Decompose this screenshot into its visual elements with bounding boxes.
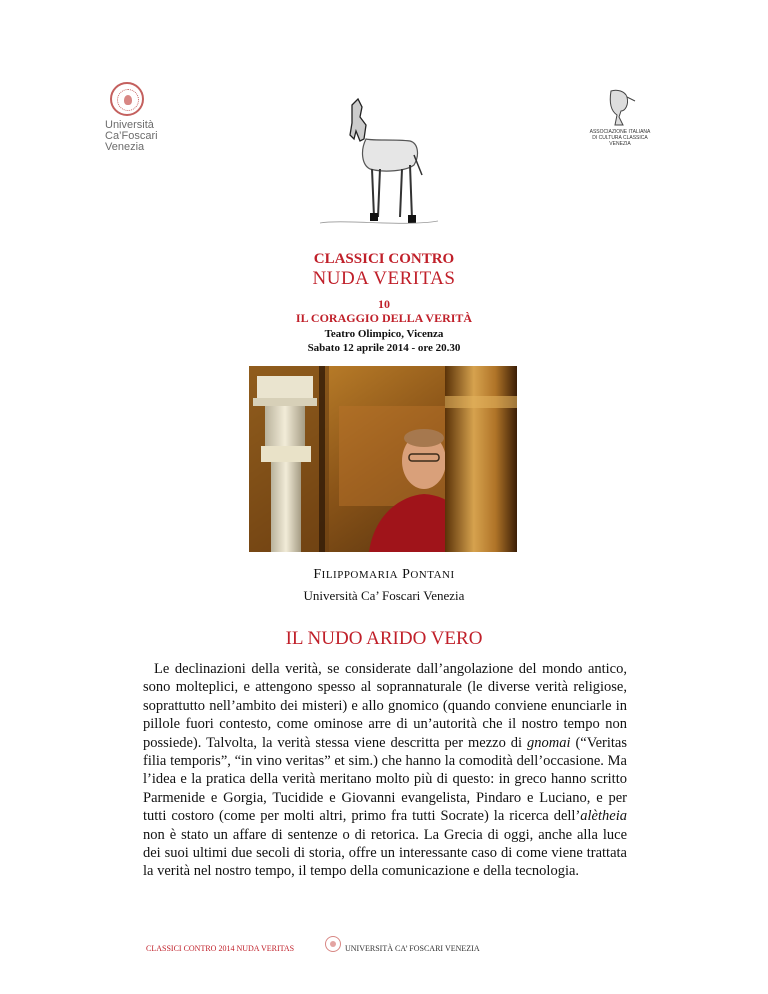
mask-figure-icon [603, 87, 637, 127]
event-number: 10 [378, 297, 390, 311]
speaker-affiliation: Università Ca’ Foscari Venezia [303, 588, 465, 603]
article-body: Le declinazioni della verità, se considerate dall’angolazione del mondo antico, sono molteplici, e attengono spesso al soprannaturale (le diverse verità religiose, soprattutto nell’ambito dei misteri) e allo gnomico (quando conviene enunciarle in pillole fuori contesto, come ominose arre di un’autorità che il nostro tempo non possiede). Talvolta, la verità stessa viene descritta per mezzo di gnomai (“Veritas filia temporis”, “in vino veritas” et sim.) che hanno la comodità dell’occasione. Ma l’idea e la pratica della verità meritano molto più di questo: in greco hanno scritto Parmenide e Gorgia, Tucidide e Giovanni evangelista, Pindaro e Luciano, e per tutti costoro (come per molti altri, primo fra tutti Socrate) la ricerca dell’alètheia non è stato un affare di sentenze o di retorica. La Grecia di oggi, anche alla luce dei suoi ultimi due secoli di storia, offre un interessante caso di come viene trattata la verità nel nostro tempo, il tempo della comunicazione e della tecnologia. [143, 661, 627, 880]
speaker-name: FILIPPOMARIA PONTANI [313, 567, 455, 582]
university-seal-icon [110, 82, 144, 116]
university-logo [105, 82, 195, 162]
series-title: CLASSICI CONTRO [313, 251, 455, 267]
association-name: ASSOCIAZIONE ITALIANA DI CULTURA CLASSICA VENEZIA [589, 129, 651, 147]
university-name: Università Ca’Foscari Venezia [105, 119, 158, 153]
event-venue: Teatro Olimpico, Vicenza [324, 328, 444, 340]
page-footer [146, 936, 626, 956]
horse-illustration [314, 95, 444, 235]
footer-seal-icon [325, 936, 341, 952]
footer-left-text: CLASSICI CONTRO 2014 NUDA VERITAS [146, 944, 295, 953]
event-datetime: Sabato 12 aprile 2014 - ore 20.30 [307, 342, 461, 354]
footer-right-text: UNIVERSITÀ CA’ FOSCARI VENEZIA [345, 944, 480, 953]
event-title: IL CORAGGIO DELLA VERITÀ [295, 311, 473, 325]
association-logo [580, 87, 660, 147]
theme-title: NUDA VERITAS [312, 268, 456, 289]
article-title: IL NUDO ARIDO VERO [285, 628, 483, 649]
speaker-photo [249, 366, 517, 552]
